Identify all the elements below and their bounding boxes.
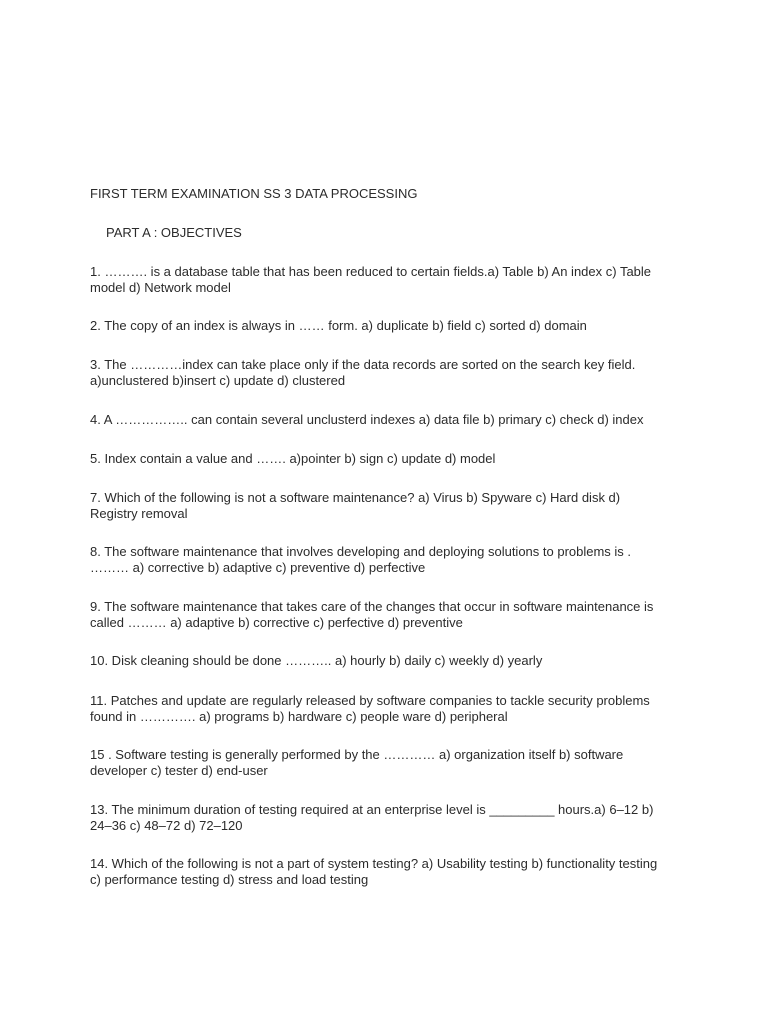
question-item: 15 . Software testing is generally performed by the ………… a) organization itself b) software developer c) tester d) end-user xyxy=(90,747,624,778)
question-item: 14. Which of the following is not a part of system testing? a) Usability testing b) functionality testing c) performance testing d) stress and load testing xyxy=(90,856,658,887)
question-item: 11. Patches and update are regularly released by software companies to tackle security problems found in …………. a) programs b) hardware c) people ware d) peripheral xyxy=(90,693,650,724)
question-item: 8. The software maintenance that involves developing and deploying solutions to problems is . ……… a) corrective b) adaptive c) preventive d) perfective xyxy=(90,544,632,575)
question-item: 7. Which of the following is not a software maintenance? a) Virus b) Spyware c) Hard disk d) Registry removal xyxy=(90,490,621,521)
question-item: 4. A …………….. can contain several unclusterd indexes a) data file b) primary c) check d) index xyxy=(90,412,644,427)
document-title: FIRST TERM EXAMINATION SS 3 DATA PROCESSING xyxy=(90,186,418,201)
question-item: 2. The copy of an index is always in …… form. a) duplicate b) field c) sorted d) domain xyxy=(90,318,587,333)
question-item: 3. The …………index can take place only if the data records are sorted on the search key field. a)unclustered b)insert c) update d) clustered xyxy=(90,357,636,388)
section-heading: PART A : OBJECTIVES xyxy=(106,225,242,240)
question-item: 10. Disk cleaning should be done ……….. a) hourly b) daily c) weekly d) yearly xyxy=(90,653,543,668)
question-item: 5. Index contain a value and ……. a)pointer b) sign c) update d) model xyxy=(90,451,496,466)
question-item: 9. The software maintenance that takes care of the changes that occur in software maintenance is called ……… a) adaptive b) corrective c) perfective d) preventive xyxy=(90,599,654,630)
question-item: 1. ………. is a database table that has been reduced to certain fields.a) Table b) An index c) Table model d) Network model xyxy=(90,264,652,295)
question-item: 13. The minimum duration of testing required at an enterprise level is _________ hours.a) 6–12 b) 24–36 c) 48–72 d) 72–120 xyxy=(90,802,654,833)
